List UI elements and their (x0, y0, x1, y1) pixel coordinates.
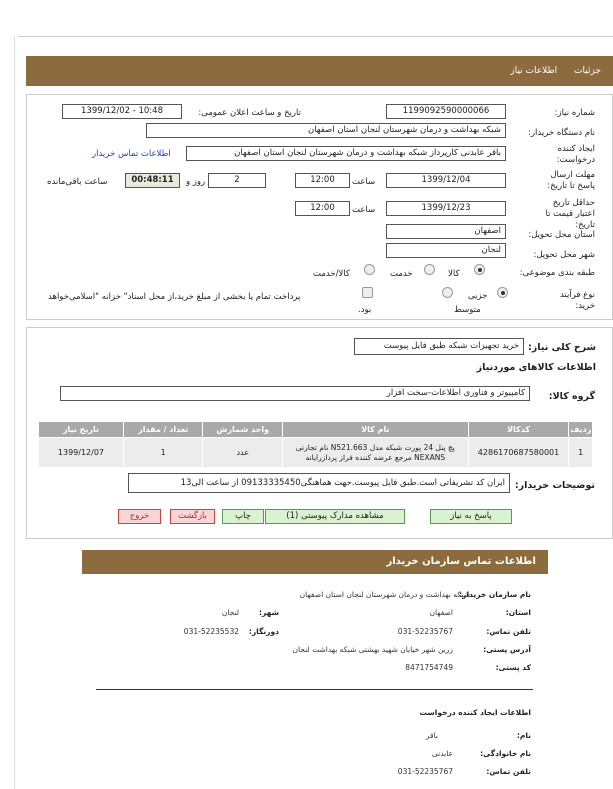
days-label: روز و (186, 177, 206, 187)
cell-date: 1399/12/07 (39, 438, 124, 468)
category-goods-radio[interactable] (474, 264, 485, 275)
goods-group-label: گروه کالا: (548, 391, 595, 402)
goods-table-header (39, 422, 593, 438)
remaining-time-field: 00:48:11 (125, 173, 180, 188)
col-row: ردیف (569, 422, 593, 438)
attachments-button[interactable]: مشاهده مدارک پیوستی (1) (265, 509, 405, 524)
left-divider (14, 36, 15, 789)
cell-unit: عدد (203, 438, 283, 468)
cell-name-line-1: پچ پنل 24 پورت شبکه مدل N521.663 نام تجارتی (295, 442, 455, 452)
requester-phone-value: 031-52235767 (397, 767, 453, 776)
buyer-notes-field: ایران کد تشریفاتی است.طبق فایل پیوست.جهت هماهنگی09133335450 از ساعت الی13 (128, 473, 510, 493)
validity-time-field: 12:00 (295, 201, 350, 216)
tab-need-info[interactable]: اطلاعات نیاز (510, 66, 558, 76)
goods-table (38, 421, 593, 468)
treasury-note-1: پرداخت تمام یا بخشی از مبلغ خرید،از محل اسناد" خزانه "اسلامی‌خواهد (48, 292, 301, 302)
tab-details[interactable]: جزئیات (574, 66, 601, 76)
buyer-org-field: شبکه بهداشت و درمان شهرستان لنجان استان اصفهان (146, 123, 506, 138)
treasury-note-2: بود. (358, 305, 372, 315)
table-row (39, 438, 593, 468)
deadline-label (535, 170, 595, 192)
creator-field: باقر عابدنی کارپرداز شبکه بهداشت و درمان شهرستان لنجان استان اصفهان (186, 146, 506, 161)
top-divider (18, 36, 613, 37)
buyer-notes-label: توضیحات خریدار: (514, 480, 595, 491)
requester-last-name-label: نام خانوادگی: (480, 749, 531, 758)
contact-postal-label: کد پستی: (495, 663, 531, 672)
purchase-type-label (545, 290, 595, 312)
contact-divider (96, 689, 533, 690)
ptype-medium-label: متوسط (454, 305, 481, 315)
col-name: نام کالا (283, 422, 469, 438)
goods-group-field: کامپیوتر و فناوری اطلاعات-سخت افزار (60, 386, 530, 401)
days-count-field: 2 (208, 173, 266, 188)
requester-last-name-value: عابدنی (431, 749, 453, 758)
back-button[interactable]: بازگشت (170, 509, 215, 524)
buyer-contact-link[interactable]: اطلاعات تماس خریدار (92, 149, 171, 159)
cell-name (283, 438, 469, 468)
treasury-checkbox[interactable] (362, 287, 373, 298)
col-unit: واحد شمارش (203, 422, 283, 438)
reply-button[interactable]: پاسخ به نیاز (430, 509, 512, 524)
creator-label (535, 144, 595, 166)
category-goods-label: کالا (448, 269, 460, 279)
goods-info-heading: اطلاعات کالاهای موردنیاز (476, 362, 596, 373)
cell-code: 4286170687580001 (468, 438, 569, 468)
validity-time-label: ساعت (352, 205, 376, 215)
deadline-time-label: ساعت (352, 177, 376, 187)
contact-address-label: آدرس پستی: (483, 645, 531, 654)
requester-heading: اطلاعات ایجاد کننده درخواست (419, 708, 531, 717)
deadline-label-text: مهلت ارسال پاسخ تا تاریخ: (547, 170, 595, 191)
cell-row: 1 (569, 438, 593, 468)
buyer-org-label: نام دستگاه خریدار: (528, 128, 595, 138)
contact-province-label: استان: (505, 608, 531, 617)
announce-field: 1399/12/02 - 10:48 (62, 104, 182, 119)
contact-city-label: شهر: (259, 608, 279, 617)
category-label: طبقه بندی موضوعی: (519, 268, 595, 278)
city-field: لنجان (386, 243, 506, 258)
contact-postal-value: 8471754749 (405, 663, 453, 672)
announce-label: تاریخ و ساعت اعلان عمومی: (198, 108, 301, 118)
summary-title-field: خرید تجهیزات شبکه طبق فایل پیوست (354, 338, 524, 355)
deadline-date-field: 1399/12/04 (386, 173, 506, 188)
province-field: اصفهان (386, 224, 506, 239)
category-goods-service-radio[interactable] (364, 264, 375, 275)
remaining-label: ساعت باقی‌مانده (47, 177, 108, 187)
col-date: تاریخ نیاز (39, 422, 124, 438)
exit-button[interactable]: خروج (118, 509, 161, 524)
col-code: کدکالا (468, 422, 569, 438)
ptype-medium-radio[interactable] (442, 287, 453, 298)
col-qty: تعداد / مقدار (123, 422, 203, 438)
print-button[interactable]: چاپ (222, 509, 264, 524)
requester-phone-label: تلفن تماس: (486, 767, 531, 776)
creator-label-text: ایجاد کننده درخواست: (556, 144, 595, 165)
contact-address-value: زرین شهر خیابان شهید بهشتی شبکه بهداشت لنجان (292, 645, 453, 654)
requester-first-name-label: نام: (516, 731, 531, 740)
deadline-time-field: 12:00 (295, 173, 350, 188)
contact-fax-label: دورنگار: (248, 627, 279, 636)
header-tabs-bar (26, 56, 613, 86)
need-number-field: 1199092590000066 (386, 104, 506, 119)
contact-phone-label: تلفن تماس: (486, 627, 531, 636)
contact-province-value: اصفهان (429, 608, 453, 617)
contact-org-label: نام سازمان خریدار: (459, 590, 531, 599)
summary-title-label: شرح کلی نیاز: (527, 342, 596, 353)
province-label: استان محل تحویل: (528, 230, 595, 240)
ptype-partial-label: جزیی (468, 291, 488, 301)
cell-name-line-2: NEXANS مرجع عرضه کننده فراز پردازرایانه (305, 452, 446, 462)
city-label: شهر محل تحویل: (533, 250, 595, 260)
contact-city-value: لنجان (221, 608, 239, 617)
contact-phone-value: 031-52235767 (397, 627, 453, 636)
contact-org-value: شبکه بهداشت و درمان شهرستان لنجان استان اصفهان (299, 590, 470, 599)
validity-label (535, 198, 595, 231)
validity-label-text: حداقل تاریخ اعتبار قیمت تا تاریخ: (545, 198, 595, 230)
purchase-type-label-text: نوع فرآیند خرید: (559, 290, 595, 311)
cell-qty: 1 (123, 438, 203, 468)
category-goods-service-label: کالا/خدمت (313, 269, 350, 279)
category-service-label: خدمت (390, 269, 413, 279)
need-number-label: شماره نیاز: (554, 108, 595, 118)
requester-first-name-value: باقر (425, 731, 438, 740)
contact-fax-value: 031-52235532 (183, 627, 239, 636)
contact-heading-bar: اطلاعات تماس سازمان خریدار (82, 550, 548, 574)
validity-date-field: 1399/12/23 (386, 201, 506, 216)
ptype-partial-radio[interactable] (497, 287, 508, 298)
category-service-radio[interactable] (424, 264, 435, 275)
